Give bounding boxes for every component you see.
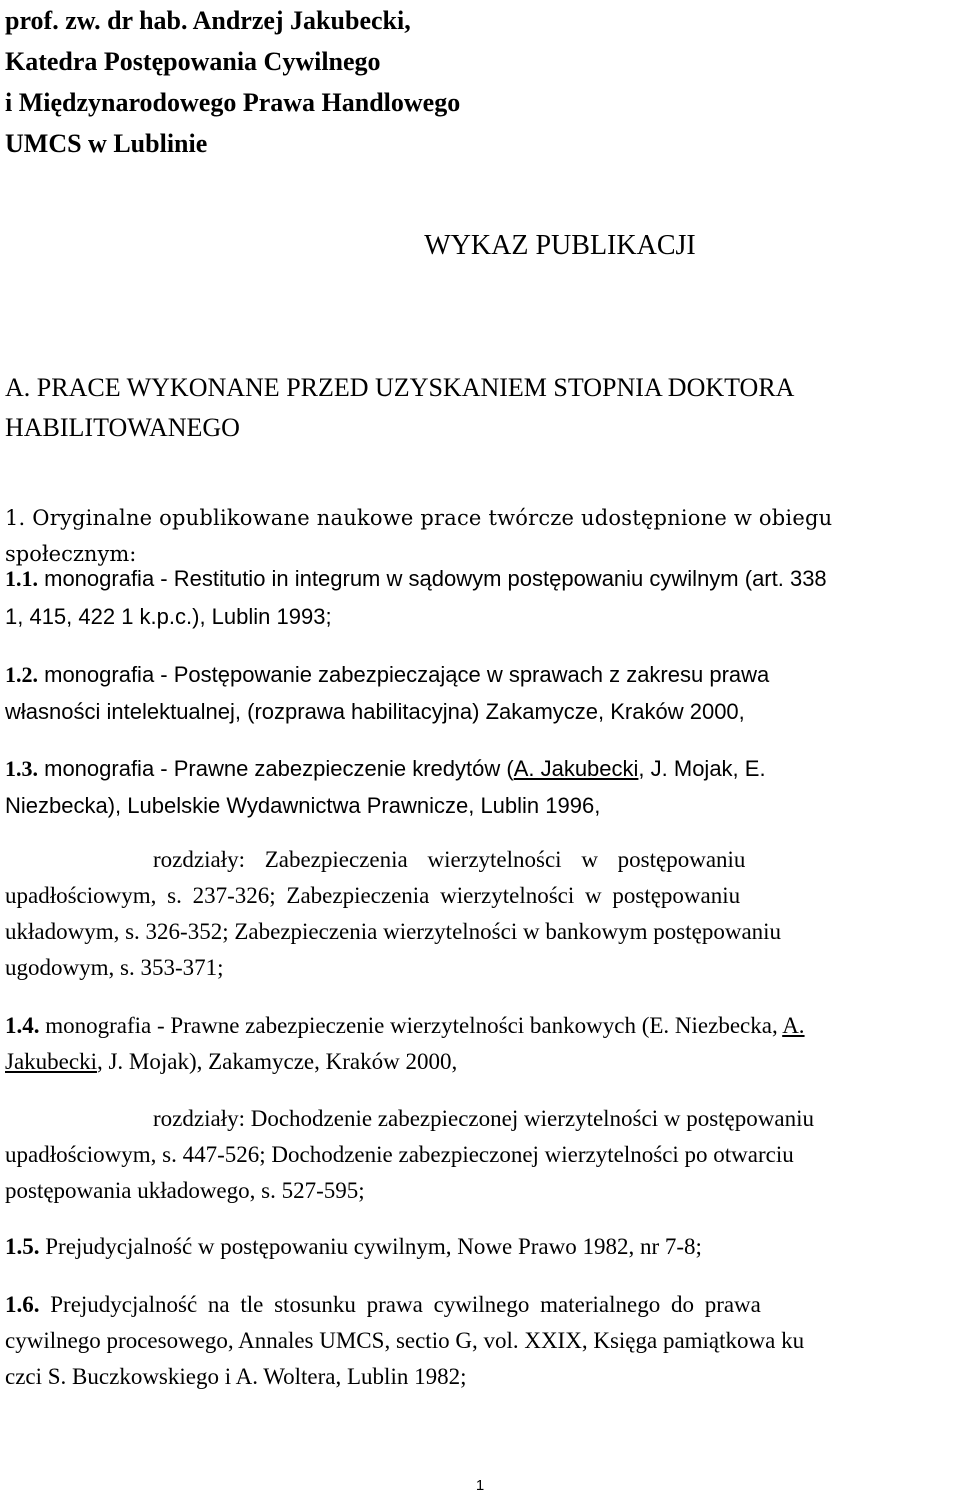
item-1-6-line-2: cywilnego procesowego, Annales UMCS, sectio G, vol. XXIX, Księga pamiątkowa ku <box>5 1328 805 1353</box>
item-text: Prejudycjalność w postępowaniu cywilnym, Nowe Prawo 1982, nr 7-8; <box>39 1234 702 1259</box>
item-1-6-line-1 <box>5 1287 955 1323</box>
item-number: 1.3. <box>5 756 38 781</box>
item-number: 1.2. <box>5 662 38 687</box>
section-a-line-2: HABILITOWANEGO <box>5 413 240 442</box>
author-underlined: A. Jakubecki <box>513 756 639 781</box>
item-number: 1.1. <box>5 566 38 591</box>
item-1-3-line-1 <box>5 750 955 787</box>
item-1-4-chapters-line-3: postępowania układowego, s. 527-595; <box>5 1178 365 1203</box>
section-a-line-1: A. PRACE WYKONANE PRZED UZYSKANIEM STOPNIA DOKTORA <box>5 373 795 402</box>
author-line-4: UMCS w Lublinie <box>5 129 208 158</box>
item-1-3-chapters-line-3: układowym, s. 326-352; Zabezpieczenia wierzytelności w bankowym postępowaniu <box>5 919 782 944</box>
item-text: monografia - Restitutio in integrum w sądowym postępowaniu cywilnym (art. 338 <box>38 566 827 591</box>
item-1-4 <box>5 1008 955 1080</box>
item-1-3 <box>5 750 955 824</box>
author-line-2: Katedra Postępowania Cywilnego <box>5 47 381 76</box>
item-1-6-line-3: czci S. Buczkowskiego i A. Woltera, Lublin 1982; <box>5 1364 467 1389</box>
item-1-5-line-1 <box>5 1229 955 1265</box>
author-block <box>5 0 460 164</box>
section-a-heading <box>5 368 955 448</box>
item-1-1-line-2 <box>5 598 955 635</box>
item-1-6 <box>5 1287 955 1395</box>
author-line-3: i Międzynarodowego Prawa Handlowego <box>5 88 461 117</box>
item-text: Prejudycjalność na tle stosunku prawa cywilnego materialnego do prawa <box>39 1292 761 1317</box>
page-number: 1 <box>475 1477 485 1494</box>
item-text: , J. Mojak), Zakamycze, Kraków 2000, <box>96 1049 458 1074</box>
item-text: , J. Mojak, E. <box>638 756 766 781</box>
item-1-4-chapters-line-2: upadłościowym, s. 447-526; Dochodzenie zabezpieczonej wierzytelności po otwarciu <box>5 1142 794 1167</box>
item-1-3-chapters <box>5 842 955 986</box>
item-1-1-line-1 <box>5 560 955 597</box>
heading-1-line-1: 1. Oryginalne opublikowane naukowe prace twórcze udostępnione w obiegu <box>5 506 833 530</box>
item-1-1 <box>5 560 955 635</box>
heading-1-line-2: społecznym: <box>5 542 137 566</box>
author-underlined: Jakubecki <box>5 1049 97 1074</box>
item-1-3-chapters-line-2: upadłościowym, s. 237-326; Zabezpieczenia wierzytelności w postępowaniu <box>5 883 741 908</box>
author-line-1: prof. zw. dr hab. Andrzej Jakubecki, <box>5 6 411 35</box>
item-number: 1.6. <box>5 1292 40 1317</box>
item-1-4-line-1 <box>5 1008 955 1044</box>
item-1-4-chapters <box>5 1101 955 1209</box>
item-1-2-line-2: własności intelektualnej, (rozprawa habilitacyjna) Zakamycze, Kraków 2000, <box>5 699 745 724</box>
item-text: 1, 415, 422 1 k.p.c.), Lublin 1993; <box>5 604 332 629</box>
item-1-2 <box>5 656 955 730</box>
author-underlined: A. <box>782 1013 805 1038</box>
item-number: 1.5. <box>5 1234 40 1259</box>
document-title: WYKAZ PUBLIKACJI <box>424 230 696 261</box>
item-text: monografia - Prawne zabezpieczenie wierzytelności bankowych (E. Niezbecka, <box>39 1013 783 1038</box>
item-1-3-chapters-line-1: rozdziały: Zabezpieczenia wierzytelności w postępowaniu <box>153 847 746 872</box>
item-1-3-chapters-line-4: ugodowym, s. 353-371; <box>5 955 224 980</box>
item-number: 1.4. <box>5 1013 40 1038</box>
item-text: monografia - Postępowanie zabezpieczające w sprawach z zakresu prawa <box>38 662 770 687</box>
item-1-4-chapters-line-1: rozdziały: Dochodzenie zabezpieczonej wierzytelności w postępowaniu <box>153 1106 814 1131</box>
item-1-5 <box>5 1229 955 1265</box>
item-1-4-line-2 <box>5 1044 955 1080</box>
item-1-3-line-2: Niezbecka), Lubelskie Wydawnictwa Prawnicze, Lublin 1996, <box>5 793 601 818</box>
item-text: monografia - Prawne zabezpieczenie kredytów ( <box>38 756 514 781</box>
item-1-2-line-1 <box>5 656 955 693</box>
